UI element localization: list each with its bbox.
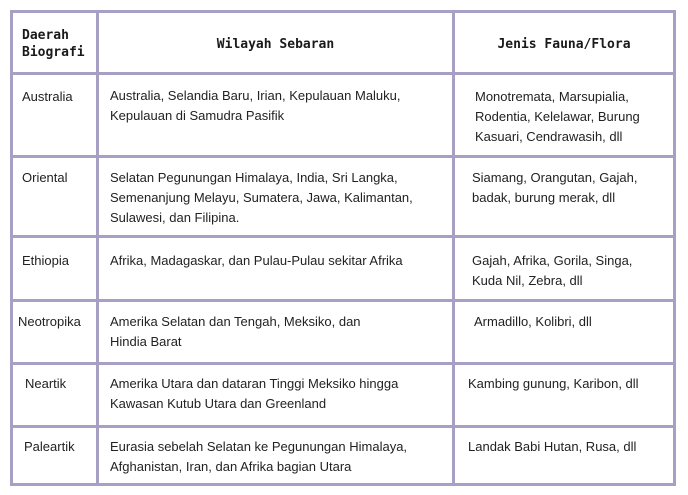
table-cell-distribution: Amerika Utara dan dataran Tinggi Meksiko hingga Kawasan Kutub Utara dan Greenland — [110, 376, 399, 411]
table-cell-distribution: Selatan Pegunungan Himalaya, India, Sri Langka, Semenanjung Melayu, Sumatera, Jawa, Kalimantan, Sulawesi, dan Filipina. — [110, 170, 413, 225]
header-wilayah-sebaran: Wilayah Sebaran — [216, 37, 335, 52]
header-jenis-fauna-flora: Jenis Fauna/Flora — [497, 37, 631, 52]
table-border-top — [10, 10, 676, 13]
table-cell-distribution: Afrika, Madagaskar, dan Pulau-Pulau sekitar Afrika — [110, 253, 403, 268]
table-cell-species: Monotremata, Marsupialia, Rodentia, Kelelawar, Burung Kasuari, Cendrawasih, dll — [475, 89, 640, 144]
row-divider — [10, 235, 676, 238]
row-divider — [10, 155, 676, 158]
table-cell-region: Paleartik — [24, 439, 75, 454]
table-cell-species: Armadillo, Kolibri, dll — [474, 314, 592, 329]
table-cell-distribution: Eurasia sebelah Selatan ke Pegunungan Himalaya, Afghanistan, Iran, dan Afrika bagian Utara — [110, 439, 408, 474]
table-cell-region: Neotropika — [18, 314, 81, 329]
header-daerah-biografi: Daerah Biografi — [22, 28, 85, 60]
table-cell-region: Oriental — [22, 170, 68, 185]
row-divider — [10, 362, 676, 365]
table-cell-region: Australia — [22, 89, 73, 104]
row-divider — [10, 425, 676, 428]
table-cell-distribution: Australia, Selandia Baru, Irian, Kepulauan Maluku, Kepulauan di Samudra Pasifik — [110, 88, 401, 123]
column-divider-2 — [452, 10, 455, 486]
table-cell-species: Siamang, Orangutan, Gajah, badak, burung merak, dll — [472, 170, 638, 205]
table-cell-species: Gajah, Afrika, Gorila, Singa, Kuda Nil, Zebra, dll — [472, 253, 633, 288]
row-divider — [10, 299, 676, 302]
biogeography-table — [10, 10, 676, 486]
table-border-right — [673, 10, 676, 486]
table-cell-species: Kambing gunung, Karibon, dll — [468, 376, 639, 391]
table-cell-region: Ethiopia — [22, 253, 69, 268]
column-divider-1 — [96, 10, 99, 486]
table-cell-region: Neartik — [25, 376, 67, 391]
table-cell-species: Landak Babi Hutan, Rusa, dll — [468, 439, 637, 454]
row-divider — [10, 72, 676, 75]
table-border-left — [10, 10, 13, 486]
table-cell-distribution: Amerika Selatan dan Tengah, Meksiko, dan Hindia Barat — [110, 314, 361, 349]
table-border-bottom — [10, 483, 676, 486]
